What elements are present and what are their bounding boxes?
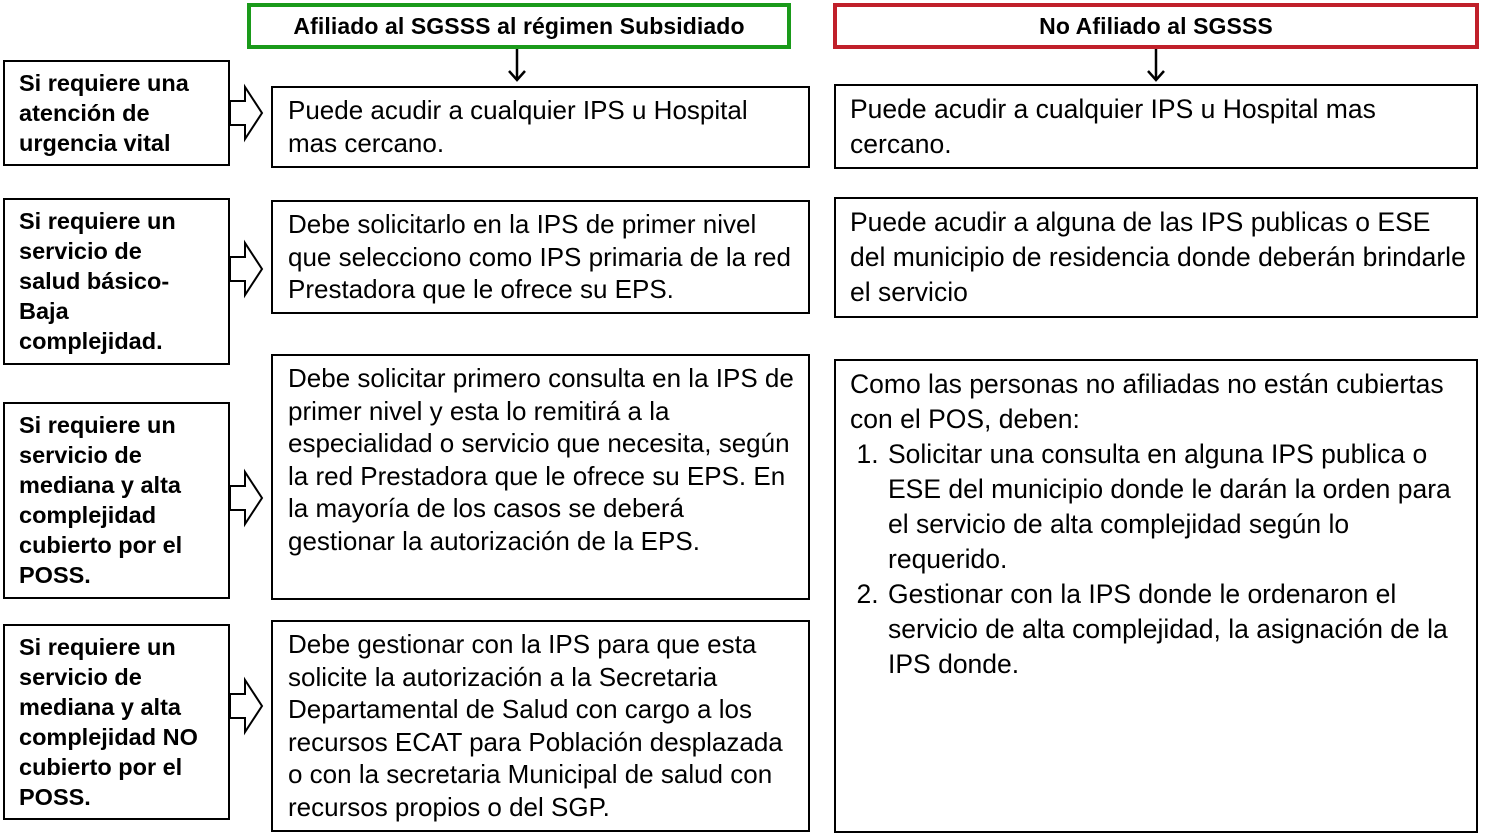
right-arrow-row-2 [230,243,262,295]
afiliado-urgencia-vital: Puede acudir a cualquier IPS u Hospital mas cercano. [271,86,810,168]
situation-basico-baja: Si requiere un servicio de salud básico- Baja complejidad. [3,198,230,365]
afiliado-mediana-alta-no-cubierto: Debe gestionar con la IPS para que esta solicite la autorización a la Secretaria Departamental de Salud con cargo a los recursos ECAT para Población desplazada o con la secretaria Municipal de salud con recursos propios o del SGP. [271,620,810,832]
right-arrow-row-1 [230,87,262,139]
right-arrow-row-4 [230,680,262,732]
situation-urgencia-vital: Si requiere una atención de urgencia vital [3,60,230,166]
no-afiliado-intro: Como las personas no afiliadas no están cubiertas con el POS, deben: [850,369,1444,434]
no-afiliado-steps [850,437,1466,682]
no-afiliado-basico-baja: Puede acudir a alguna de las IPS publicas o ESE del municipio de residencia donde deberán brindarle el servicio [834,197,1478,318]
situation-mediana-alta-no-cubierto: Si requiere un servicio de mediana y alta complejidad NO cubierto por el POSS. [3,624,230,820]
no-afiliado-step-2: 2. Gestionar con la IPS donde le ordenaron el servicio de alta complejidad, la asignación de la IPS donde. [886,577,1466,682]
header-no-afiliado: No Afiliado al SGSSS [833,3,1479,49]
no-afiliado-alta-complejidad [834,359,1478,833]
no-afiliado-step-1: 1. Solicitar una consulta en alguna IPS publica o ESE del municipio donde le darán la orden para el servicio de alta complejidad según lo requerido. [886,437,1466,577]
header-afiliado: Afiliado al SGSSS al régimen Subsidiado [247,3,791,49]
afiliado-basico-baja: Debe solicitarlo en la IPS de primer nivel que selecciono como IPS primaria de la red Prestadora que le ofrece su EPS. [271,200,810,314]
down-arrow-no-afiliado [1148,49,1164,80]
right-arrow-row-3 [230,472,262,524]
no-afiliado-urgencia-vital: Puede acudir a cualquier IPS u Hospital mas cercano. [834,84,1478,169]
situation-mediana-alta-cubierto: Si requiere un servicio de mediana y alta complejidad cubierto por el POSS. [3,402,230,599]
afiliado-mediana-alta-cubierto: Debe solicitar primero consulta en la IPS de primer nivel y esta lo remitirá a la especialidad o servicio que necesita, según la red Prestadora que le ofrece su EPS. En la mayoría de los casos se deberá gestionar la autorización de la EPS. [271,354,810,600]
down-arrow-afiliado [509,49,525,80]
